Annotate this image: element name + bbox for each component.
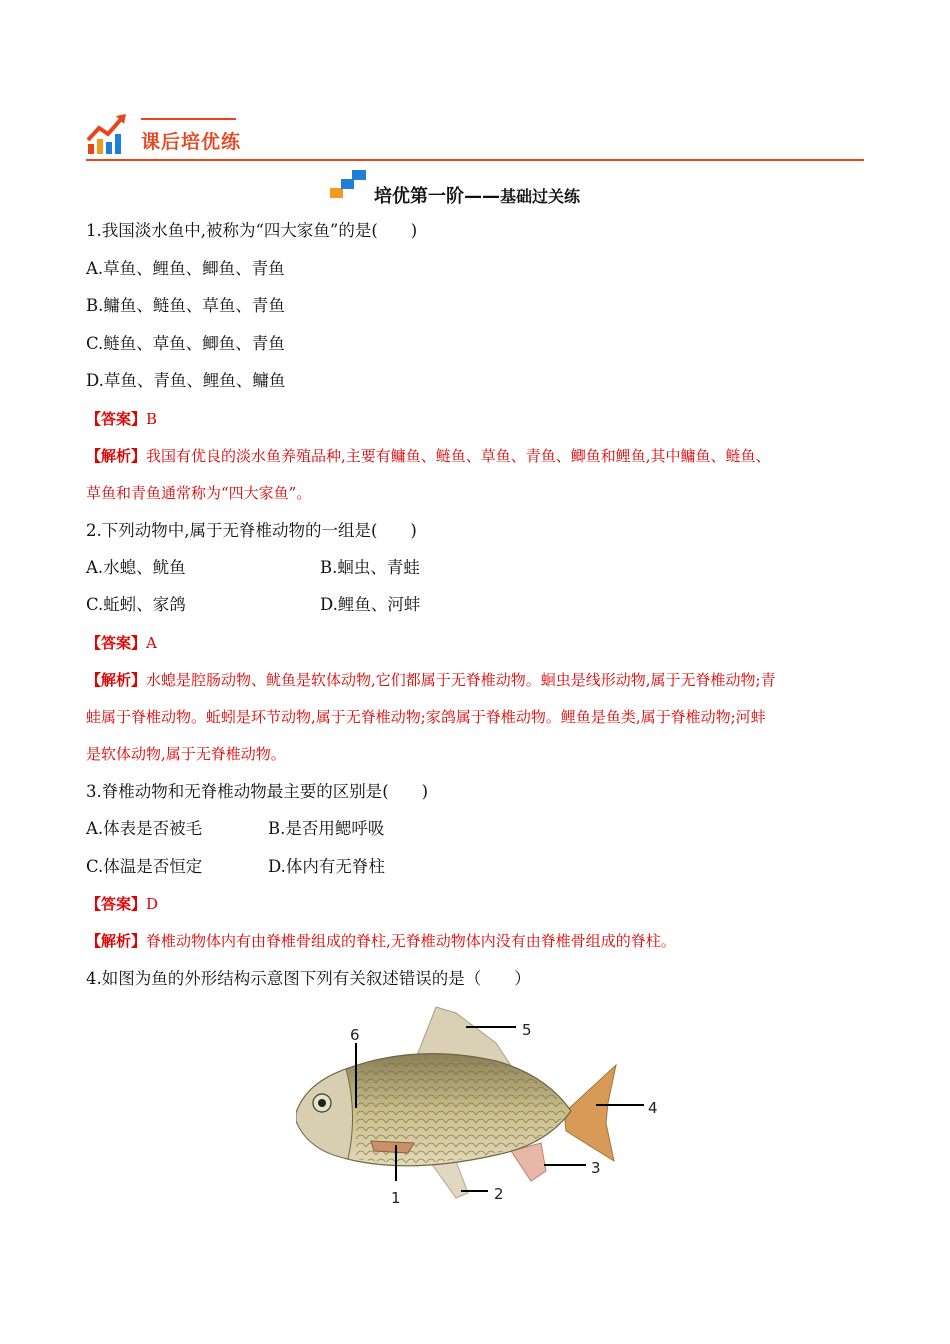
q1-answer <box>86 408 157 430</box>
label-3: 3 <box>591 1159 601 1177</box>
caudal-fin <box>564 1065 616 1161</box>
q1-option-b: B.鳙鱼、鲢鱼、草鱼、青鱼 <box>86 296 285 315</box>
q2-option-b: B.蛔虫、青蛙 <box>320 558 420 577</box>
q1-analysis <box>86 445 771 467</box>
label-5: 5 <box>522 1021 532 1039</box>
header-divider <box>86 159 864 161</box>
q2-analysis-line: 是软体动物,属于无脊椎动物。 <box>86 745 286 763</box>
q1-analysis-line: 草鱼和青鱼通常称为“四大家鱼”。 <box>86 484 312 502</box>
q3-option-a: A.体表是否被毛 <box>86 819 203 838</box>
q3-analysis <box>86 930 676 952</box>
q2-answer-value: A <box>146 634 157 652</box>
q2-analysis-line: 蛙属于脊椎动物。蚯蚓是环节动物,属于无脊椎动物;家鸽属于脊椎动物。鲤鱼是鱼类,属于脊椎动物;河蚌 <box>86 708 766 726</box>
q1-option-d: D.草鱼、青鱼、鲤鱼、鳙鱼 <box>86 371 286 390</box>
q1-stem: 1.我国淡水鱼中,被称为“四大家鱼”的是( ) <box>86 221 418 240</box>
pelvic-fin <box>431 1161 468 1198</box>
q1-option-c: C.鲢鱼、草鱼、鲫鱼、青鱼 <box>86 334 285 353</box>
section-title-sub: 基础过关练 <box>500 187 581 206</box>
q2-analysis <box>86 669 776 691</box>
pectoral-fin <box>371 1141 414 1153</box>
q2-analysis-label: 【解析】 <box>86 671 147 689</box>
label-4: 4 <box>648 1099 658 1117</box>
q1-answer-label: 【答案】 <box>86 410 147 428</box>
label-2: 2 <box>494 1185 504 1203</box>
q3-option-d: D.体内有无脊柱 <box>268 857 385 876</box>
section-title-dash: —— <box>464 186 500 207</box>
chart-up-arrow-icon <box>86 114 128 156</box>
q1-answer-value: B <box>146 410 158 428</box>
q2-answer <box>86 632 157 654</box>
q2-analysis-line: 水螅是腔肠动物、鱿鱼是软体动物,它们都属于无脊椎动物。蛔虫是线形动物,属于无脊椎动物;青 <box>146 671 776 689</box>
header-title: 课后培优练 <box>141 131 242 153</box>
q1-option-a: A.草鱼、鲤鱼、鲫鱼、青鱼 <box>86 259 285 278</box>
q3-answer-value: D <box>146 895 159 913</box>
q4-stem: 4.如图为鱼的外形结构示意图下列有关叙述错误的是（ ） <box>86 969 531 988</box>
q3-stem: 3.脊椎动物和无脊椎动物最主要的区别是( ) <box>86 782 429 801</box>
q3-answer-label: 【答案】 <box>86 895 147 913</box>
q3-analysis-line: 脊椎动物体内有由脊椎骨组成的脊柱,无脊椎动物体内没有由脊椎骨组成的脊柱。 <box>146 932 676 950</box>
q1-analysis-line: 我国有优良的淡水鱼养殖品种,主要有鳙鱼、鲢鱼、草鱼、青鱼、鲫鱼和鲤鱼,其中鳙鱼、鲢鱼、 <box>146 447 771 465</box>
q2-option-c: C.蚯蚓、家鸽 <box>86 595 186 614</box>
section-title <box>374 182 580 208</box>
q2-option-d: D.鲤鱼、河蚌 <box>320 595 421 614</box>
q2-answer-label: 【答案】 <box>86 634 147 652</box>
section-title-main: 培优第一阶 <box>374 186 464 207</box>
header-top-line <box>141 118 236 120</box>
q2-stem: 2.下列动物中,属于无脊椎动物的一组是( ) <box>86 521 417 540</box>
q1-analysis-label: 【解析】 <box>86 447 147 465</box>
label-1: 1 <box>391 1189 401 1207</box>
label-6: 6 <box>350 1026 360 1044</box>
q3-option-c: C.体温是否恒定 <box>86 857 203 876</box>
q3-analysis-label: 【解析】 <box>86 932 147 950</box>
fish-diagram <box>296 1003 676 1213</box>
q3-answer <box>86 893 158 915</box>
q2-option-a: A.水螅、鱿鱼 <box>86 558 186 577</box>
stairs-icon <box>328 170 370 200</box>
q3-option-b: B.是否用鳃呼吸 <box>268 819 385 838</box>
